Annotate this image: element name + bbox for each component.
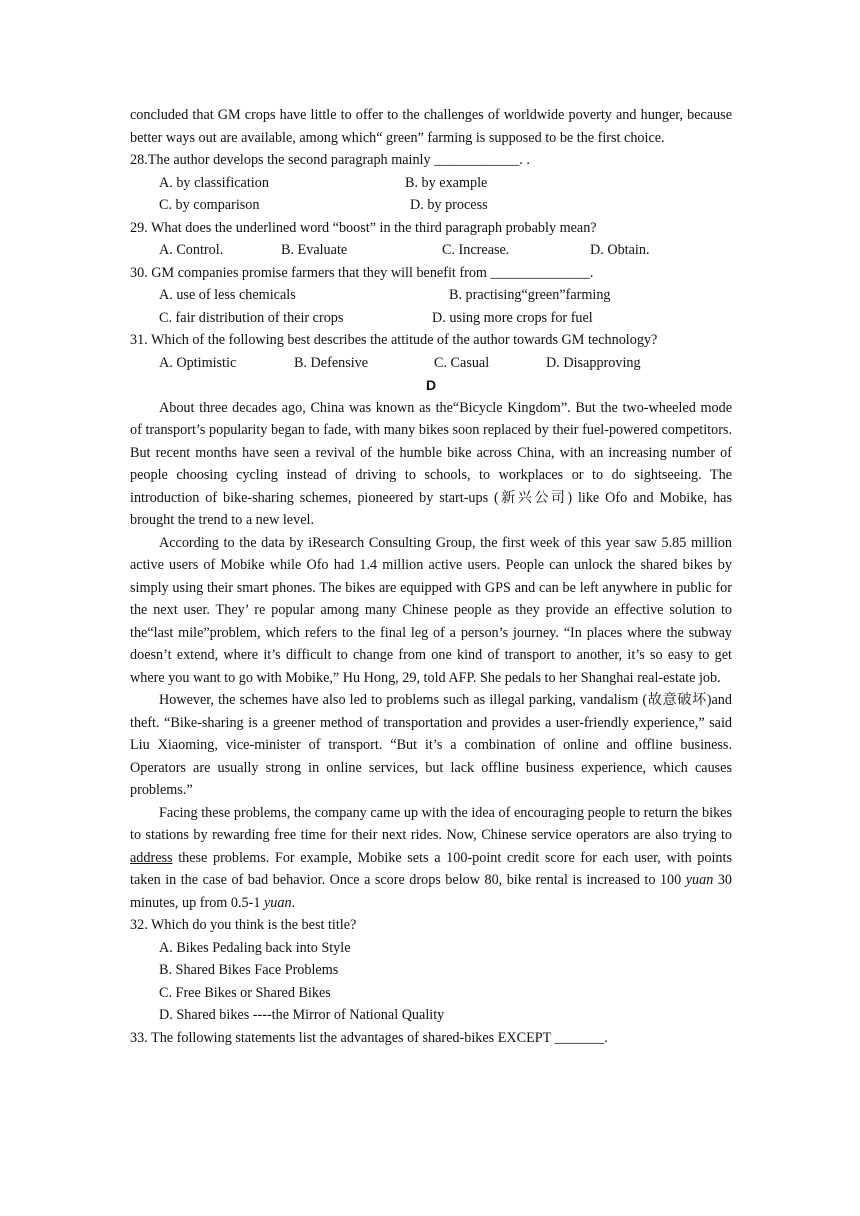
text-run: these problems. For example, Mobike sets a 100-point credit score for each user, with points taken in the case of bad behavior. Once a score drops below 80, bike rental is increased to 100 [130,849,732,888]
passage-d-paragraph-4 [130,802,732,915]
option-a: A. use of less chemicals [159,287,296,303]
question-28-options-row-2 [130,194,732,217]
option-d: D. using more crops for fuel [432,309,593,326]
question-28-stem: 28.The author develops the second paragraph mainly ____________. . [130,152,530,168]
option-b: B. Evaluate [281,242,348,258]
option-a: A. Optimistic [159,354,237,371]
question-31-options [130,352,732,375]
option-d: D. Obtain. [590,242,650,258]
italic-word: yuan [263,894,292,911]
option-d: D. Disapproving [546,354,641,371]
question-30-stem: 30. GM companies promise farmers that they will benefit from ______________. [130,264,594,281]
underlined-word: address [130,849,173,866]
question-32-option-b: B. Shared Bikes Face Problems [159,962,339,978]
text-run: . [291,894,296,911]
question-29-options [130,239,732,262]
option-b: B. practising“green”farming [449,287,611,303]
option-c: C. Casual [434,354,490,371]
option-c: C. by comparison [159,197,260,213]
option-c: C. Increase. [442,242,510,258]
question-33-stem: 33. The following statements list the advantages of shared-bikes EXCEPT _______. [130,1029,608,1046]
question-30-options-row-2 [130,307,732,330]
question-32-option-d: D. Shared bikes ----the Mirror of National Quality [159,1007,445,1023]
text-run: 30 minutes, up from 0.5-1 [130,872,733,911]
question-30-options-row-1 [130,284,732,307]
passage-c-ending: concluded that GM crops have little to offer to the challenges of worldwide poverty and hunger, because better ways out are available, among which“ green” farming is supposed to be the first choice. [130,107,732,146]
question-28-options-row-1 [130,172,732,195]
question-31-stem: 31. Which of the following best describes the attitude of the author towards GM technology? [130,332,658,348]
option-a: A. by classification [159,174,269,191]
section-heading: D [425,377,437,393]
option-b: B. Defensive [294,354,369,371]
question-29-stem: 29. What does the underlined word “boost” in the third paragraph probably mean? [130,219,597,236]
option-c: C. fair distribution of their crops [159,309,344,326]
question-32-stem: 32. Which do you think is the best title? [130,917,357,933]
passage-d-paragraph-3: However, the schemes have also led to problems such as illegal parking, vandalism (故意破坏)and theft. “Bike-sharing is a greener method of transportation and provides a user-friendly experience,” said Liu Xiaoming, vice-minister of transport. “But it’s a combination of online and offline business. Operators are usually strong in online services, but lack offline business experience, which causes problems.” [130,692,732,798]
question-32-option-a: A. Bikes Pedaling back into Style [159,939,351,956]
exam-page [130,104,732,1049]
option-a: A. Control. [159,242,224,258]
option-d: D. by process [410,197,488,213]
passage-d-paragraph-2: According to the data by iResearch Consulting Group, the first week of this year saw 5.85 million active users of Mobike while Ofo had 1.4 million active users. People can unlock the shared bikes by simply using their smart phones. The bikes are equipped with GPS and can be left anywhere in public for the next user. They’ re popular among many Chinese people as they provide an effective solution to the“last mile”problem, which refers to the final leg of a person’s journey. “In places where the subway doesn’t extend, where it’s difficult to change from one kind of transport to another, it’s so easy to get where you want to go with Mobike,” Hu Hong, 29, told AFP. She pedals to her Shanghai real-estate job. [130,534,732,686]
text-run: Facing these problems, the company came up with the idea of encouraging people to return the bikes to stations by rewarding free time for their next rides. Now, Chinese service operators are also trying to [130,804,732,843]
option-b: B. by example [405,174,488,191]
question-32-option-c: C. Free Bikes or Shared Bikes [159,984,331,1001]
italic-word: yuan [685,872,714,888]
passage-d-paragraph-1: About three decades ago, China was known as the“Bicycle Kingdom”. But the two-wheeled mode of transport’s popularity began to fade, with many bikes soon replaced by their fuel-powered competitors. But recent months have seen a revival of the humble bike across China, with an increasing number of people choosing cycling instead of driving to schools, to workplaces or to do sightseeing. The introduction of bike-sharing schemes, pioneered by start-ups (新兴公司) like Ofo and Mobike, has brought the trend to a new level. [130,399,732,528]
